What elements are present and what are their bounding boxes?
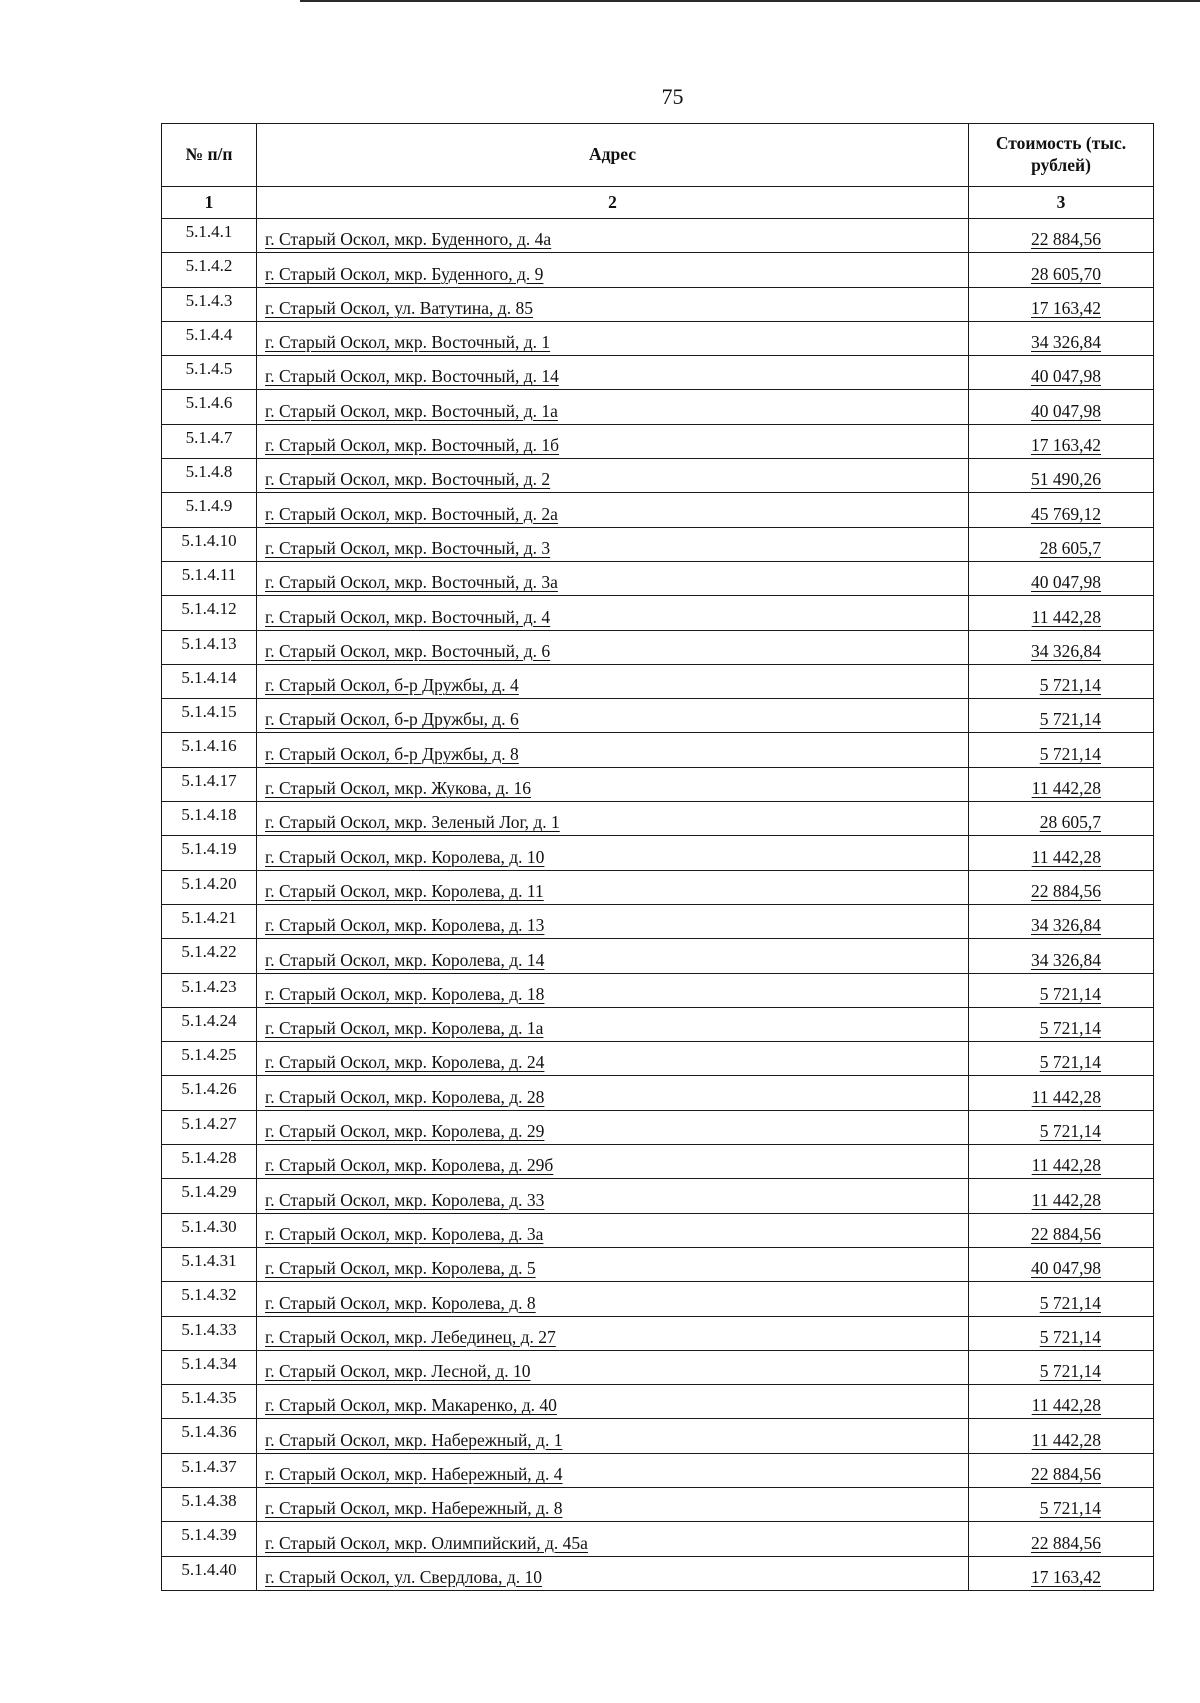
row-cost: 5 721,14 xyxy=(969,1007,1154,1041)
row-address: г. Старый Оскол, мкр. Королева, д. 14 xyxy=(257,939,969,973)
row-address: г. Старый Оскол, мкр. Восточный, д. 2а xyxy=(257,493,969,527)
row-address: г. Старый Оскол, мкр. Королева, д. 5 xyxy=(257,1247,969,1281)
row-number: 5.1.4.13 xyxy=(162,630,257,664)
row-number: 5.1.4.24 xyxy=(162,1007,257,1041)
row-cost: 5 721,14 xyxy=(969,1316,1154,1350)
row-cost: 11 442,28 xyxy=(969,596,1154,630)
row-address: г. Старый Оскол, б-р Дружбы, д. 6 xyxy=(257,699,969,733)
row-number: 5.1.4.19 xyxy=(162,836,257,870)
row-address: г. Старый Оскол, мкр. Зеленый Лог, д. 1 xyxy=(257,802,969,836)
row-number: 5.1.4.28 xyxy=(162,1145,257,1179)
row-number: 5.1.4.23 xyxy=(162,973,257,1007)
table-row xyxy=(162,1110,1154,1144)
row-address: г. Старый Оскол, мкр. Восточный, д. 3 xyxy=(257,527,969,561)
row-address: г. Старый Оскол, б-р Дружбы, д. 8 xyxy=(257,733,969,767)
row-address: г. Старый Оскол, мкр. Королева, д. 3а xyxy=(257,1213,969,1247)
row-number: 5.1.4.8 xyxy=(162,459,257,493)
table-row xyxy=(162,1385,1154,1419)
row-address: г. Старый Оскол, ул. Ватутина, д. 85 xyxy=(257,287,969,321)
table-row xyxy=(162,1213,1154,1247)
column-number-3: 3 xyxy=(969,187,1154,219)
row-number: 5.1.4.17 xyxy=(162,767,257,801)
row-cost: 28 605,7 xyxy=(969,527,1154,561)
table-row xyxy=(162,1419,1154,1453)
row-number: 5.1.4.34 xyxy=(162,1350,257,1384)
row-number: 5.1.4.20 xyxy=(162,870,257,904)
row-address: г. Старый Оскол, мкр. Королева, д. 33 xyxy=(257,1179,969,1213)
row-number: 5.1.4.15 xyxy=(162,699,257,733)
row-number: 5.1.4.38 xyxy=(162,1487,257,1521)
table-row xyxy=(162,1350,1154,1384)
row-cost: 40 047,98 xyxy=(969,561,1154,595)
row-address: г. Старый Оскол, мкр. Набережный, д. 8 xyxy=(257,1487,969,1521)
row-cost: 5 721,14 xyxy=(969,1487,1154,1521)
header-num: № п/п xyxy=(162,124,257,187)
table-row xyxy=(162,1179,1154,1213)
row-address: г. Старый Оскол, б-р Дружбы, д. 4 xyxy=(257,664,969,698)
table-row xyxy=(162,321,1154,355)
row-number: 5.1.4.9 xyxy=(162,493,257,527)
row-address: г. Старый Оскол, мкр. Королева, д. 29 xyxy=(257,1110,969,1144)
page-number: 75 xyxy=(661,84,684,109)
row-number: 5.1.4.29 xyxy=(162,1179,257,1213)
table-row xyxy=(162,1316,1154,1350)
row-cost: 5 721,14 xyxy=(969,1282,1154,1316)
table-row xyxy=(162,424,1154,458)
row-number: 5.1.4.4 xyxy=(162,321,257,355)
row-cost: 40 047,98 xyxy=(969,390,1154,424)
table-header-row xyxy=(162,124,1154,187)
table-row xyxy=(162,664,1154,698)
table-row xyxy=(162,527,1154,561)
row-number: 5.1.4.10 xyxy=(162,527,257,561)
row-number: 5.1.4.36 xyxy=(162,1419,257,1453)
row-address: г. Старый Оскол, мкр. Королева, д. 1а xyxy=(257,1007,969,1041)
row-address: г. Старый Оскол, мкр. Восточный, д. 2 xyxy=(257,459,969,493)
row-address: г. Старый Оскол, мкр. Королева, д. 18 xyxy=(257,973,969,1007)
row-number: 5.1.4.18 xyxy=(162,802,257,836)
row-number: 5.1.4.25 xyxy=(162,1042,257,1076)
row-cost: 11 442,28 xyxy=(969,1179,1154,1213)
top-border-line xyxy=(300,0,1200,2)
row-cost: 5 721,14 xyxy=(969,1110,1154,1144)
row-cost: 5 721,14 xyxy=(969,1350,1154,1384)
row-number: 5.1.4.31 xyxy=(162,1247,257,1281)
table-row xyxy=(162,973,1154,1007)
column-number-2: 2 xyxy=(257,187,969,219)
row-cost: 40 047,98 xyxy=(969,356,1154,390)
row-address: г. Старый Оскол, мкр. Набережный, д. 1 xyxy=(257,1419,969,1453)
row-address: г. Старый Оскол, мкр. Набережный, д. 4 xyxy=(257,1453,969,1487)
row-number: 5.1.4.37 xyxy=(162,1453,257,1487)
row-cost: 22 884,56 xyxy=(969,1522,1154,1556)
table-row xyxy=(162,596,1154,630)
row-address: г. Старый Оскол, мкр. Восточный, д. 4 xyxy=(257,596,969,630)
row-cost: 11 442,28 xyxy=(969,836,1154,870)
table-row xyxy=(162,836,1154,870)
row-cost: 34 326,84 xyxy=(969,904,1154,938)
row-number: 5.1.4.40 xyxy=(162,1556,257,1590)
table-row xyxy=(162,1042,1154,1076)
row-cost: 28 605,7 xyxy=(969,802,1154,836)
row-number: 5.1.4.16 xyxy=(162,733,257,767)
row-cost: 11 442,28 xyxy=(969,1076,1154,1110)
row-address: г. Старый Оскол, мкр. Восточный, д. 3а xyxy=(257,561,969,595)
row-number: 5.1.4.7 xyxy=(162,424,257,458)
table-row xyxy=(162,219,1154,253)
row-cost: 17 163,42 xyxy=(969,424,1154,458)
row-cost: 17 163,42 xyxy=(969,287,1154,321)
row-number: 5.1.4.39 xyxy=(162,1522,257,1556)
row-address: г. Старый Оскол, ул. Свердлова, д. 10 xyxy=(257,1556,969,1590)
table-row xyxy=(162,1487,1154,1521)
row-address: г. Старый Оскол, мкр. Королева, д. 13 xyxy=(257,904,969,938)
row-address: г. Старый Оскол, мкр. Королева, д. 8 xyxy=(257,1282,969,1316)
column-number-1: 1 xyxy=(162,187,257,219)
row-address: г. Старый Оскол, мкр. Восточный, д. 14 xyxy=(257,356,969,390)
row-address: г. Старый Оскол, мкр. Лесной, д. 10 xyxy=(257,1350,969,1384)
table-row xyxy=(162,939,1154,973)
row-cost: 17 163,42 xyxy=(969,1556,1154,1590)
table-row xyxy=(162,1282,1154,1316)
row-address: г. Старый Оскол, мкр. Восточный, д. 1 xyxy=(257,321,969,355)
table-row xyxy=(162,253,1154,287)
table-row xyxy=(162,356,1154,390)
row-address: г. Старый Оскол, мкр. Буденного, д. 9 xyxy=(257,253,969,287)
row-address: г. Старый Оскол, мкр. Восточный, д. 1а xyxy=(257,390,969,424)
table-row xyxy=(162,493,1154,527)
row-cost: 11 442,28 xyxy=(969,1385,1154,1419)
row-cost: 22 884,56 xyxy=(969,1213,1154,1247)
row-number: 5.1.4.14 xyxy=(162,664,257,698)
header-address: Адрес xyxy=(257,124,969,187)
row-address: г. Старый Оскол, мкр. Королева, д. 11 xyxy=(257,870,969,904)
row-cost: 40 047,98 xyxy=(969,1247,1154,1281)
row-cost: 45 769,12 xyxy=(969,493,1154,527)
row-number: 5.1.4.2 xyxy=(162,253,257,287)
row-number: 5.1.4.27 xyxy=(162,1110,257,1144)
table-row xyxy=(162,904,1154,938)
row-cost: 28 605,70 xyxy=(969,253,1154,287)
row-number: 5.1.4.30 xyxy=(162,1213,257,1247)
row-number: 5.1.4.1 xyxy=(162,219,257,253)
row-cost: 22 884,56 xyxy=(969,219,1154,253)
table-row xyxy=(162,767,1154,801)
table-row xyxy=(162,1076,1154,1110)
table-row xyxy=(162,1247,1154,1281)
table-row xyxy=(162,390,1154,424)
column-number-row xyxy=(162,187,1154,219)
table-row xyxy=(162,699,1154,733)
row-cost: 11 442,28 xyxy=(969,1145,1154,1179)
row-cost: 5 721,14 xyxy=(969,973,1154,1007)
table-row xyxy=(162,870,1154,904)
table-row xyxy=(162,1556,1154,1590)
row-cost: 34 326,84 xyxy=(969,630,1154,664)
row-number: 5.1.4.11 xyxy=(162,561,257,595)
table-row xyxy=(162,630,1154,664)
row-cost: 22 884,56 xyxy=(969,870,1154,904)
row-address: г. Старый Оскол, мкр. Буденного, д. 4а xyxy=(257,219,969,253)
table-body xyxy=(162,219,1154,1591)
row-cost: 5 721,14 xyxy=(969,699,1154,733)
row-cost: 22 884,56 xyxy=(969,1453,1154,1487)
row-cost: 34 326,84 xyxy=(969,939,1154,973)
row-cost: 11 442,28 xyxy=(969,767,1154,801)
row-address: г. Старый Оскол, мкр. Восточный, д. 1б xyxy=(257,424,969,458)
header-cost: Стоимость (тыс. рублей) xyxy=(969,124,1154,187)
row-cost: 51 490,26 xyxy=(969,459,1154,493)
row-address: г. Старый Оскол, мкр. Жукова, д. 16 xyxy=(257,767,969,801)
table-row xyxy=(162,1522,1154,1556)
table-row xyxy=(162,733,1154,767)
row-address: г. Старый Оскол, мкр. Восточный, д. 6 xyxy=(257,630,969,664)
row-address: г. Старый Оскол, мкр. Королева, д. 29б xyxy=(257,1145,969,1179)
row-address: г. Старый Оскол, мкр. Олимпийский, д. 45а xyxy=(257,1522,969,1556)
row-number: 5.1.4.12 xyxy=(162,596,257,630)
row-number: 5.1.4.3 xyxy=(162,287,257,321)
row-number: 5.1.4.21 xyxy=(162,904,257,938)
row-cost: 5 721,14 xyxy=(969,664,1154,698)
table-row xyxy=(162,1145,1154,1179)
row-cost: 11 442,28 xyxy=(969,1419,1154,1453)
table-row xyxy=(162,1007,1154,1041)
table-row xyxy=(162,561,1154,595)
row-number: 5.1.4.6 xyxy=(162,390,257,424)
row-address: г. Старый Оскол, мкр. Королева, д. 24 xyxy=(257,1042,969,1076)
table-row xyxy=(162,802,1154,836)
row-address: г. Старый Оскол, мкр. Королева, д. 10 xyxy=(257,836,969,870)
table-row xyxy=(162,1453,1154,1487)
row-number: 5.1.4.32 xyxy=(162,1282,257,1316)
table-row xyxy=(162,287,1154,321)
row-number: 5.1.4.35 xyxy=(162,1385,257,1419)
row-number: 5.1.4.26 xyxy=(162,1076,257,1110)
row-address: г. Старый Оскол, мкр. Макаренко, д. 40 xyxy=(257,1385,969,1419)
row-cost: 5 721,14 xyxy=(969,1042,1154,1076)
row-address: г. Старый Оскол, мкр. Королева, д. 28 xyxy=(257,1076,969,1110)
table-row xyxy=(162,459,1154,493)
address-cost-table xyxy=(161,123,1154,1591)
row-cost: 34 326,84 xyxy=(969,321,1154,355)
row-number: 5.1.4.33 xyxy=(162,1316,257,1350)
row-number: 5.1.4.22 xyxy=(162,939,257,973)
row-address: г. Старый Оскол, мкр. Лебединец, д. 27 xyxy=(257,1316,969,1350)
row-number: 5.1.4.5 xyxy=(162,356,257,390)
row-cost: 5 721,14 xyxy=(969,733,1154,767)
